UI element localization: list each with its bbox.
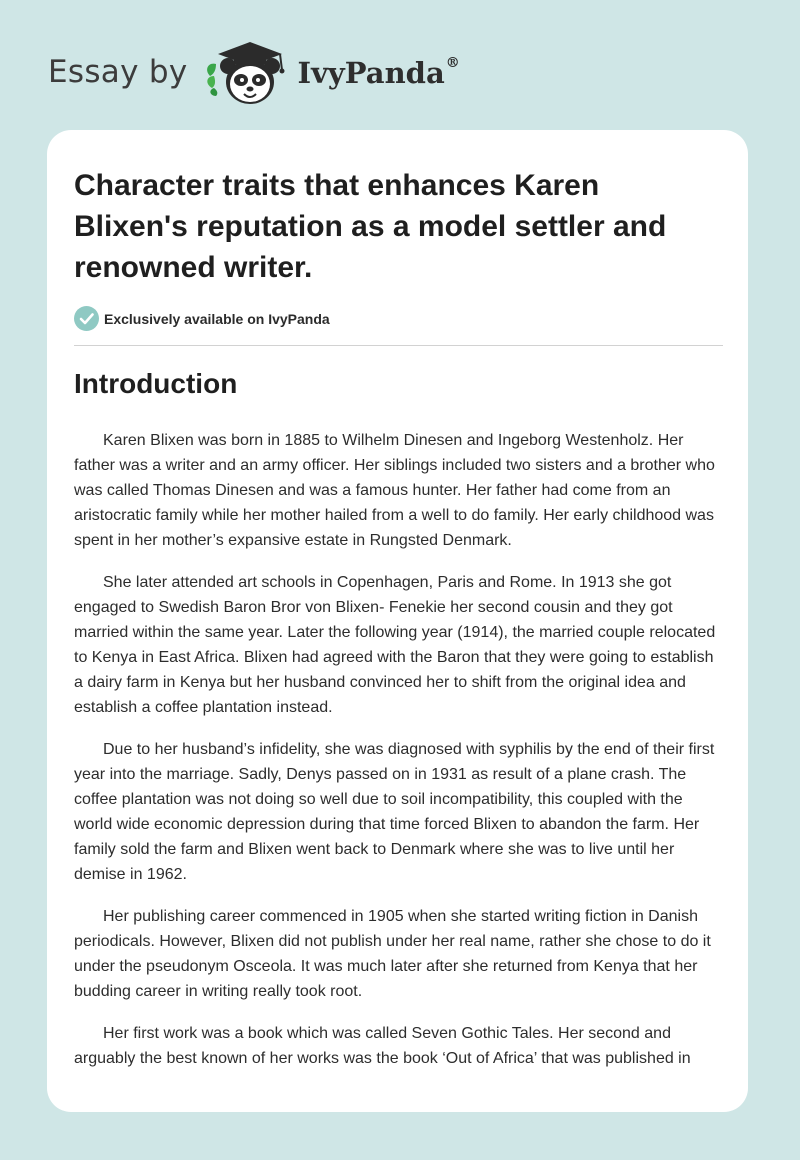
page-title: Character traits that enhances Karen Blixen's reputation as a model settler and renowned writer. [74,169,667,284]
essay-by-label: Essay by [48,54,188,90]
essay-card [47,130,748,1112]
site-header [48,36,748,108]
paragraph: She later attended art schools in Copenhagen, Paris and Rome. In 1913 she got engaged to Swedish Baron Bror von Blixen- Fenekie her second cousin and they got married within the same year. Later the following year (1914), the married couple relocated to Kenya in East Africa. Blixen had agreed with the Baron that they were going to establish a dairy farm in Kenya but her husband convinced her to shift from the original idea and establish a coffee plantation instead. [74,574,716,716]
paragraph: Her first work was a book which was called Seven Gothic Tales. Her second and arguably the best known of her works was the book ‘Out of Africa’ that was published in [74,1025,691,1067]
check-circle-icon [74,306,99,331]
section-heading: Introduction [74,368,238,399]
panda-graduate-icon [202,36,292,108]
exclusive-badge-label: Exclusively available on IvyPanda [104,310,330,327]
paragraph: Due to her husband’s infidelity, she was diagnosed with syphilis by the end of their first year into the marriage. Sadly, Denys passed on in 1931 as result of a plane crash. The coffee plantation was not doing so well due to soil incompatibility, this coupled with the world wide economic depression during that time forced Blixen to abandon the farm. Her family sold the farm and Blixen went back to Denmark where she was to live until her demise in 1962. [74,741,715,883]
article-body [74,428,724,1088]
paragraph: Her publishing career commenced in 1905 when she started writing fiction in Danish periodicals. However, Blixen did not publish under her real name, rather she chose to do it under the pseudonym Osceola. It was much later after she returned from Kenya that her budding career in writing really took root. [74,908,711,1000]
brand-name: IvyPanda® [297,54,460,90]
exclusive-badge [74,306,330,331]
divider [74,345,723,346]
paragraph: Karen Blixen was born in 1885 to Wilhelm Dinesen and Ingeborg Westenholz. Her father was a writer and an army officer. Her siblings included two sisters and a brother who was called Thomas Dinesen and was a famous hunter. Her father had come from an aristocratic family while her mother hailed from a well to do family. Her early childhood was spent in her mother’s expansive estate in Rungsted Denmark. [74,432,715,549]
